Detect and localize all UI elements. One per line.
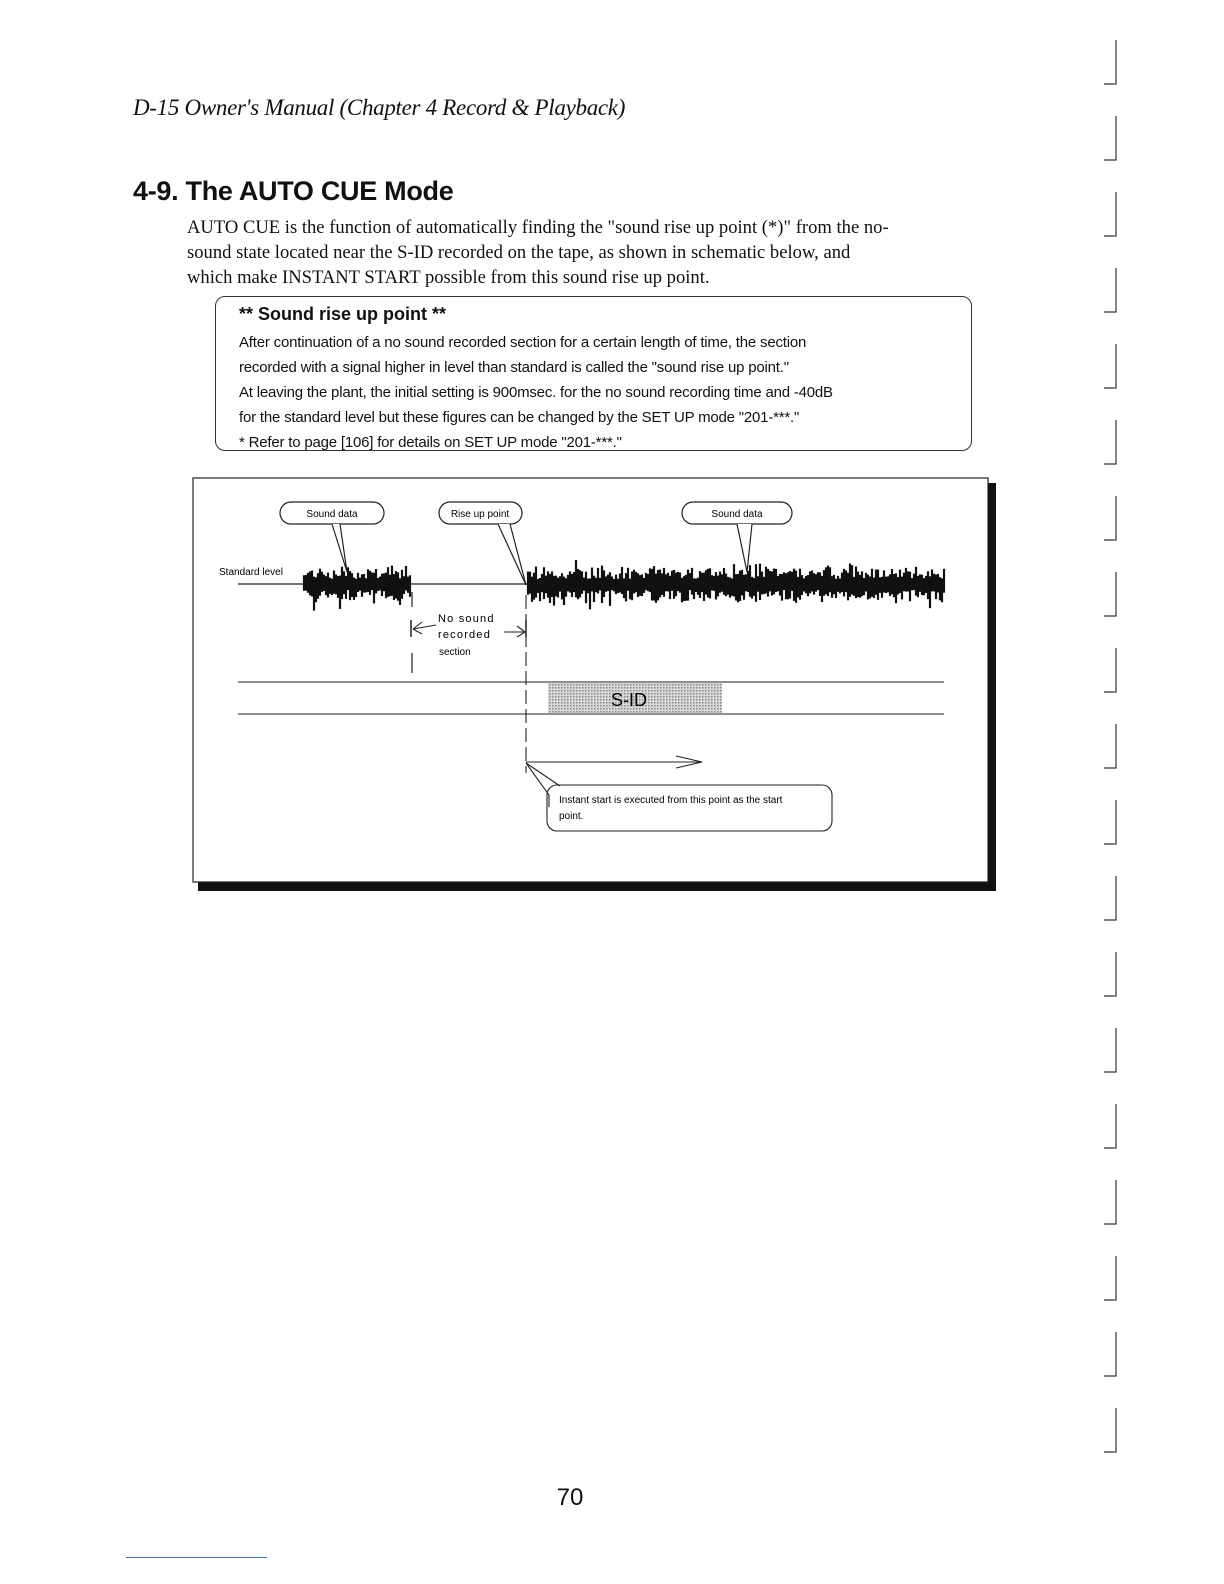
footer-rule <box>126 1557 267 1558</box>
instant-start-text: Instant start is executed from this point as the start <box>559 795 783 806</box>
no-sound-label: No sound <box>438 613 495 625</box>
binding-mark <box>1104 572 1116 616</box>
section-title: 4-9. The AUTO CUE Mode <box>133 176 454 206</box>
note-box <box>215 296 972 451</box>
intro-paragraph <box>187 215 1017 290</box>
binding-mark <box>1104 496 1116 540</box>
auto-cue-diagram <box>192 477 1000 902</box>
binding-mark <box>1104 420 1116 464</box>
no-sound-label: section <box>439 647 471 658</box>
binding-mark <box>1104 344 1116 388</box>
intro-line: sound state located near the S-ID recorded on the tape, as shown in schematic below, and <box>187 242 851 263</box>
binding-mark <box>1104 116 1116 160</box>
binding-mark <box>1104 40 1116 84</box>
binding-mark <box>1104 1256 1116 1300</box>
callout-label: Sound data <box>711 509 763 520</box>
no-sound-label: recorded <box>438 629 492 641</box>
binding-mark <box>1104 1028 1116 1072</box>
note-line: At leaving the plant, the initial setting is 900msec. for the no sound recording time and -40dB <box>239 384 833 401</box>
binding-mark <box>1104 1180 1116 1224</box>
running-header: D-15 Owner's Manual (Chapter 4 Record & Playback) <box>133 95 626 120</box>
binding-mark <box>1104 876 1116 920</box>
callout-label: Rise up point <box>450 509 510 520</box>
binding-mark <box>1104 952 1116 996</box>
note-line: After continuation of a no sound recorded section for a certain length of time, the section <box>239 334 807 351</box>
binding-mark <box>1104 1104 1116 1148</box>
callout-label: Sound data <box>306 509 358 520</box>
binding-mark <box>1104 1408 1116 1452</box>
binding-mark <box>1104 724 1116 768</box>
sid-label: S-ID <box>611 690 647 710</box>
intro-line: which make INSTANT START possible from this sound rise up point. <box>187 267 710 288</box>
note-line: for the standard level but these figures can be changed by the SET UP mode "201-***." <box>239 409 800 426</box>
binding-mark <box>1104 192 1116 236</box>
binding-mark <box>1104 268 1116 312</box>
note-title: ** Sound rise up point ** <box>239 304 447 324</box>
intro-line: AUTO CUE is the function of automatically finding the "sound rise up point (*)" from the no- <box>187 217 889 238</box>
binding-mark <box>1104 648 1116 692</box>
binding-mark <box>1104 1332 1116 1376</box>
page-number: 70 <box>556 1484 584 1511</box>
note-line: recorded with a signal higher in level than standard is called the "sound rise up point." <box>239 359 789 376</box>
binding-marks <box>1102 30 1132 1535</box>
instant-start-text: point. <box>559 811 584 822</box>
binding-mark <box>1104 800 1116 844</box>
note-line: * Refer to page [106] for details on SET UP mode "201-***." <box>239 434 622 451</box>
standard-level-label: Standard level <box>219 567 283 578</box>
